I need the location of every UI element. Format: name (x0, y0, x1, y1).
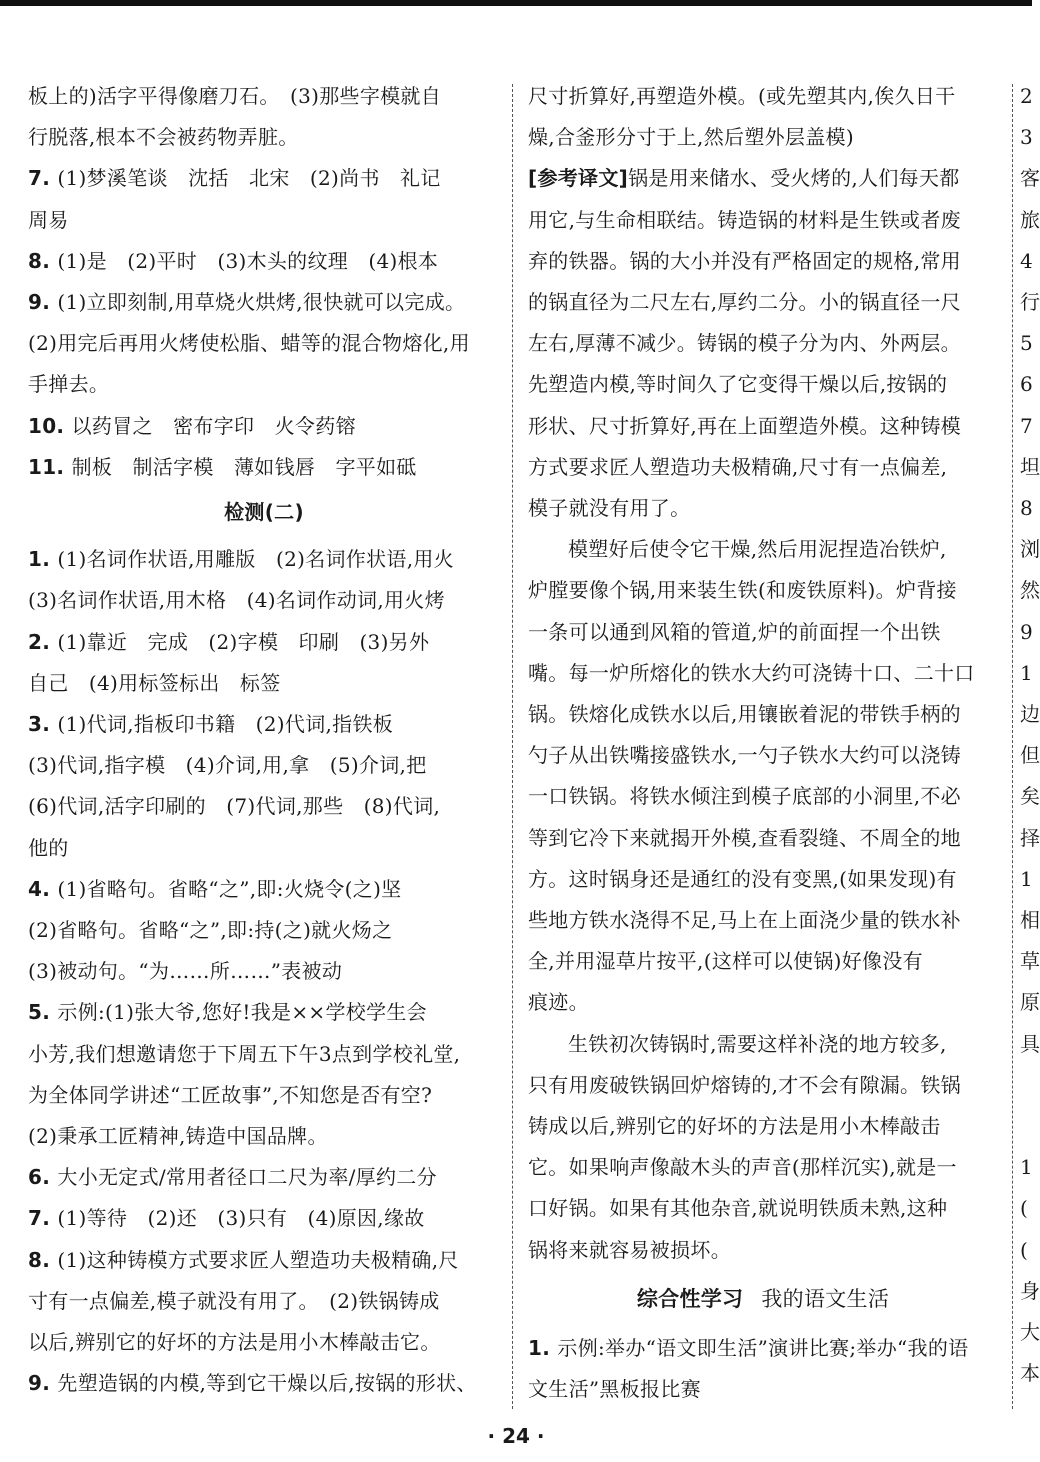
answer-line (28, 158, 500, 199)
answer-line: 燥,合釜形分寸于上,然后塑外层盖模) (528, 125, 854, 150)
cut-off-text: 矣 (1020, 784, 1040, 809)
line-text: (1)名词作状语,用雕版 (2)名词作状语,用火 (57, 547, 454, 572)
line-text: (1)省略句。省略“之”,即:火烧令(之)坚 (57, 876, 402, 901)
column-divider-2 (1012, 84, 1014, 1409)
cut-off-text: ( (1020, 1196, 1029, 1221)
cut-off-text: 坦 (1020, 454, 1040, 479)
answer-line (28, 1363, 500, 1404)
item-number: 7. (28, 1206, 58, 1231)
cut-off-text: 1 (1020, 660, 1034, 685)
cut-off-text: 草 (1020, 949, 1040, 974)
line-text: 手掸去。 (28, 372, 110, 397)
translation-first-line (528, 158, 998, 199)
translation-line: 勺子从出铁嘴接盛铁水,一勺子铁水大约可以浇铸 (528, 743, 961, 768)
answer-line (28, 786, 500, 827)
answer-line (28, 1240, 500, 1281)
translation-line: 一条可以通到风箱的管道,炉的前面捏一个出铁 (528, 619, 941, 644)
cut-off-text: 行 (1020, 290, 1040, 315)
cut-off-text: 相 (1020, 908, 1040, 933)
line-text: (1)靠近 完成 (2)字模 印刷 (3)另外 (57, 629, 430, 654)
line-text: (3)被动句。“为……所……”表被动 (28, 959, 343, 984)
answer-line (28, 869, 500, 910)
cut-off-text: 旅 (1020, 207, 1040, 232)
top-border (0, 0, 1032, 6)
translation-line: 一口铁锅。将铁水倾注到模子底部的小洞里,不必 (528, 784, 961, 809)
section-title-sub: 我的语文生活 (761, 1286, 890, 1311)
cut-off-text: 然 (1020, 578, 1040, 603)
cut-off-text: 9 (1020, 619, 1034, 644)
translation-line: 嘴。每一炉所熔化的铁水大约可浇铸十口、二十口 (528, 660, 975, 685)
cut-off-text: 身 (1020, 1278, 1040, 1303)
column-divider-1 (512, 84, 514, 1409)
answer-line (28, 910, 500, 951)
cut-off-text: 6 (1020, 372, 1034, 397)
section-title-comprehensive-learning (528, 1279, 998, 1320)
cut-off-text: 4 (1020, 248, 1034, 273)
answer-line (28, 241, 500, 282)
translation-line: 铸成以后,辨别它的好坏的方法是用小木棒敲击 (528, 1114, 941, 1139)
line-text: 行脱落,根本不会被药物弄脏。 (28, 125, 299, 150)
answer-line (28, 1157, 500, 1198)
item-number: 1. (528, 1336, 558, 1361)
line-text: (1)立即刻制,用草烧火烘烤,很快就可以完成。 (57, 290, 466, 315)
line-text: 为全体同学讲述“工匠故事”,不知您是否有空? (28, 1082, 433, 1107)
reference-translation-label: [参考译文] (528, 166, 629, 191)
line-text: (3)代词,指字模 (4)介词,用,拿 (5)介词,把 (28, 753, 427, 778)
line-text: (1)代词,指板印书籍 (2)代词,指铁板 (57, 712, 394, 737)
line-text: 锅是用来储水、受火烤的,人们每天都 (628, 166, 960, 191)
line-text: 周易 (28, 207, 69, 232)
translation-line: 模塑好后使令它干燥,然后用泥捏造冶铁炉, (568, 537, 947, 562)
cut-off-text: 2 (1020, 84, 1034, 108)
item-number: 9. (28, 290, 58, 315)
item-number: 3. (28, 712, 58, 737)
cut-off-text: 择 (1020, 825, 1040, 850)
cut-off-text: 客 (1020, 166, 1040, 191)
cut-off-text: 3 (1020, 125, 1034, 150)
line-text: 自己 (4)用标签标出 标签 (28, 670, 281, 695)
answer-line (28, 992, 500, 1033)
line-text: (1)等待 (2)还 (3)只有 (4)原因,缘故 (57, 1206, 425, 1231)
cut-off-text: 大 (1020, 1320, 1040, 1345)
line-text: (1)这种铸模方式要求匠人塑造功夫极精确,尺 (57, 1247, 459, 1272)
line-text: 制板 制活字模 薄如钱唇 字平如砥 (71, 454, 417, 479)
answer-line (28, 1322, 500, 1363)
answer-line (28, 117, 500, 158)
line-text: (6)代词,活字印刷的 (7)代词,那些 (8)代词, (28, 794, 441, 819)
answer-line (28, 951, 500, 992)
answer-line (28, 1281, 500, 1322)
item-number: 10. (28, 413, 72, 438)
cut-off-text: 本 (1020, 1361, 1040, 1386)
line-text: (2)秉承工匠精神,铸造中国品牌。 (28, 1124, 328, 1149)
translation-line: 等到它冷下来就揭开外模,查看裂缝、不周全的地 (528, 825, 961, 850)
translation-line: 生铁初次铸锅时,需要这样补浇的地方较多, (568, 1031, 947, 1056)
item-number: 6. (28, 1165, 58, 1190)
item-number: 5. (28, 1000, 58, 1025)
cut-off-text: 5 (1020, 331, 1034, 356)
cut-off-text: 8 (1020, 496, 1034, 521)
cut-off-text: 1 (1020, 1155, 1034, 1180)
item-number: 8. (28, 248, 58, 273)
line-text: 示例:举办“语文即生活”演讲比赛;举办“我的语 (557, 1336, 969, 1361)
answer-line (28, 200, 500, 241)
answer-line (28, 828, 500, 869)
answer-line (28, 1034, 500, 1075)
section-title-main: 综合性学习 (636, 1286, 744, 1311)
line-text: 先塑造锅的内模,等到它干燥以后,按锅的形状、 (57, 1371, 477, 1396)
item-number: 1. (28, 547, 58, 572)
answer-line (28, 580, 500, 621)
answer-line (528, 1369, 998, 1410)
translation-line: 口好锅。如果有其他杂音,就说明铁质未熟,这种 (528, 1196, 948, 1221)
cut-off-text: 原 (1020, 990, 1040, 1015)
answer-line (28, 622, 500, 663)
answer-line (28, 1116, 500, 1157)
answer-line (28, 1198, 500, 1239)
page-number: · 24 · (487, 1424, 545, 1448)
line-text: (1)梦溪笔谈 沈括 北宋 (2)尚书 礼记 (57, 166, 441, 191)
translation-line: 它。如果响声像敲木头的声音(那样沉实),就是一 (528, 1155, 957, 1180)
cut-off-text: 具 (1020, 1031, 1040, 1056)
item-number: 11. (28, 454, 72, 479)
translation-line: 左右,厚薄不减少。铸锅的模子分为内、外两层。 (528, 331, 961, 356)
line-text: 小芳,我们想邀请您于下周五下午3点到学校礼堂, (28, 1041, 461, 1066)
item-number: 9. (28, 1371, 58, 1396)
line-text: (3)名词作状语,用木格 (4)名词作动词,用火烤 (28, 588, 445, 613)
translation-line: 弃的铁器。锅的大小并没有严格固定的规格,常用 (528, 248, 961, 273)
translation-line: 先塑造内模,等时间久了它变得干燥以后,按锅的 (528, 372, 948, 397)
line-text: 板上的)活字平得像磨刀石。 (3)那些字模就自 (28, 84, 442, 108)
translation-line: 些地方铁水浇得不足,马上在上面浇少量的铁水补 (528, 908, 961, 933)
cut-off-text: 但 (1020, 743, 1040, 768)
line-text: 他的 (28, 835, 69, 860)
translation-line: 只有用废破铁锅回炉熔铸的,才不会有隙漏。铁锅 (528, 1072, 961, 1097)
translation-line: 形状、尺寸折算好,再在上面塑造外模。这种铸模 (528, 413, 961, 438)
answer-line (28, 663, 500, 704)
answer-line (28, 282, 500, 323)
cut-off-text: ( (1020, 1237, 1029, 1262)
answer-line (28, 1075, 500, 1116)
translation-line: 全,并用湿草片按平,(这样可以使锅)好像没有 (528, 949, 923, 974)
item-number: 7. (28, 166, 58, 191)
line-text: 以药冒之 密布字印 火令药镕 (71, 413, 356, 438)
line-text: 大小无定式/常用者径口二尺为率/厚约二分 (57, 1165, 437, 1190)
line-text: 示例:(1)张大爷,您好!我是××学校学生会 (57, 1000, 427, 1025)
cut-off-text (1020, 1106, 1034, 1147)
cut-off-text: 浏 (1020, 537, 1040, 562)
item-number: 8. (28, 1247, 58, 1272)
translation-line: 方。这时锅身还是通红的没有变黑,(如果发现)有 (528, 866, 957, 891)
middle-column (528, 76, 998, 1411)
cut-off-text (1020, 1065, 1034, 1106)
translation-line: 模子就没有用了。 (528, 496, 691, 521)
item-number: 2. (28, 629, 58, 654)
translation-line: 用它,与生命相联结。铸造锅的材料是生铁或者废 (528, 207, 961, 232)
answer-line (28, 364, 500, 405)
line-text: 以后,辨别它的好坏的方法是用小木棒敲击它。 (28, 1330, 441, 1355)
line-text: 寸有一点偏差,模子就没有用了。 (2)铁锅铸成 (28, 1288, 440, 1313)
right-column-fragment (1020, 76, 1040, 1395)
line-text: (2)省略句。省略“之”,即:持(之)就火炀之 (28, 918, 393, 943)
answer-line (28, 76, 500, 117)
answer-line: 尺寸折算好,再塑造外模。(或先塑其内,俟久日干 (528, 84, 956, 108)
line-text: (1)是 (2)平时 (3)木头的纹理 (4)根本 (57, 248, 439, 273)
answer-line (28, 704, 500, 745)
answer-line (528, 1328, 998, 1369)
left-column (28, 76, 500, 1405)
answer-line (28, 745, 500, 786)
cut-off-text: 边 (1020, 702, 1040, 727)
translation-line: 方式要求匠人塑造功夫极精确,尺寸有一点偏差, (528, 454, 948, 479)
translation-line: 炉膛要像个锅,用来装生铁(和废铁原料)。炉背接 (528, 578, 957, 603)
translation-line: 的锅直径为二尺左右,厚约二分。小的锅直径一尺 (528, 290, 961, 315)
answer-line (28, 323, 500, 364)
translation-line: 痕迹。 (528, 990, 589, 1015)
answer-line (28, 447, 500, 488)
item-number: 4. (28, 876, 58, 901)
cut-off-text: 7 (1020, 413, 1034, 438)
cut-off-text: 1 (1020, 866, 1034, 891)
answer-line (28, 539, 500, 580)
line-text: 文生活”黑板报比赛 (528, 1377, 701, 1402)
line-text: (2)用完后再用火烤使松脂、蜡等的混合物熔化,用 (28, 331, 470, 356)
translation-line: 锅将来就容易被损坏。 (528, 1237, 731, 1262)
answer-line (28, 406, 500, 447)
translation-line: 锅。铁熔化成铁水以后,用镶嵌着泥的带铁手柄的 (528, 702, 961, 727)
section-title-jiance-2: 检测(二) (224, 500, 304, 525)
